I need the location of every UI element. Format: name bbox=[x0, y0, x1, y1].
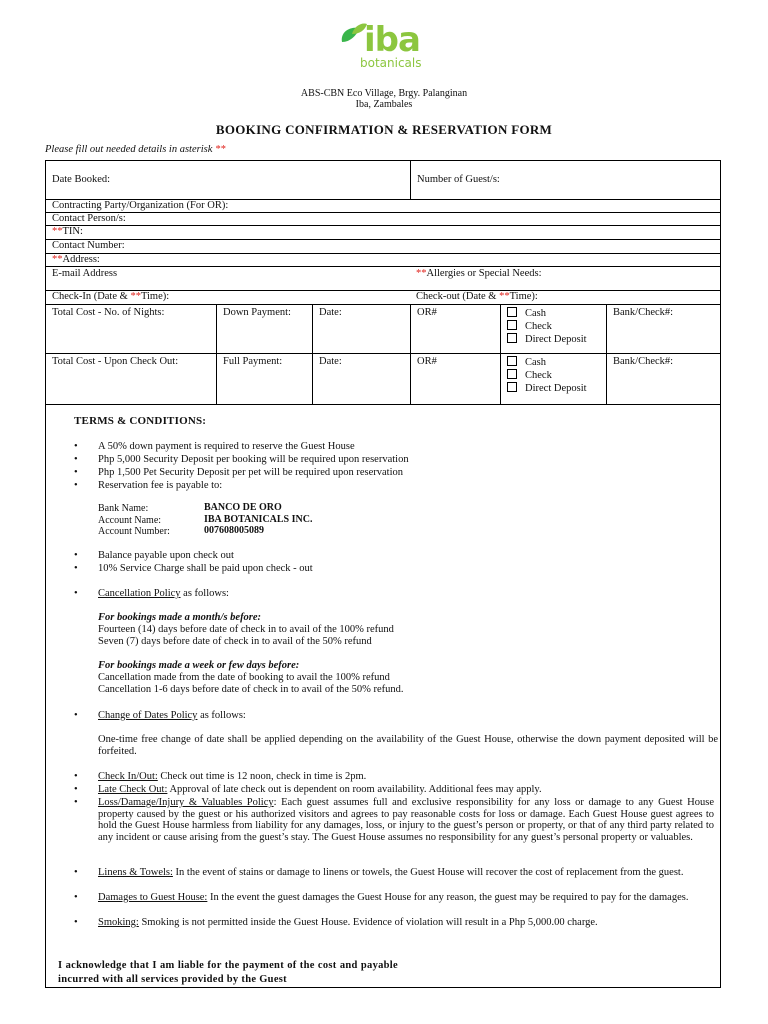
option-cash-label: Cash bbox=[525, 308, 546, 319]
option-check[interactable] bbox=[507, 369, 600, 382]
address-block bbox=[0, 88, 768, 110]
change-title: Change of Dates Policy bbox=[98, 710, 198, 721]
down-payment-or-field[interactable] bbox=[410, 305, 500, 353]
full-payment-or-field[interactable] bbox=[410, 354, 500, 404]
term-reservation-fee: • Reservation fee is payable to: bbox=[74, 480, 223, 491]
full-payment-label: Full Payment: bbox=[223, 356, 283, 367]
form-row-email-allergies bbox=[46, 267, 720, 291]
down-payment-field[interactable] bbox=[216, 305, 312, 353]
num-guests-label: Number of Guest/s: bbox=[417, 174, 500, 185]
bank-name-value: BANCO DE ORO bbox=[204, 502, 282, 513]
full-payment-date-label: Date: bbox=[319, 356, 342, 367]
option-check[interactable] bbox=[507, 320, 600, 333]
checkout-label-a: Check-out (Date & bbox=[416, 291, 497, 302]
cancellation-title: Cancellation Policy bbox=[98, 588, 181, 599]
form-row-checkin-checkout bbox=[46, 291, 720, 305]
form-row-date-guests bbox=[46, 161, 720, 200]
term-smoking: • Smoking: Smoking is not permitted inside the Guest House. Evidence of violation will result in a Php 5,000.00 charge. bbox=[74, 917, 598, 928]
terms-section bbox=[46, 405, 720, 987]
checkin-label-b: Time): bbox=[140, 291, 170, 302]
full-payment-field[interactable] bbox=[216, 354, 312, 404]
option-check-label: Check bbox=[525, 370, 552, 381]
checkin-label-a: Check-In (Date & bbox=[52, 291, 128, 302]
term-damages: • Damages to Guest House: In the event the guest damages the Guest House for any reason, the guest may be required to pay for the damages. bbox=[74, 892, 689, 903]
address-line-1: ABS-CBN Eco Village, Brgy. Palanginan bbox=[300, 88, 468, 99]
tin-label: TIN: bbox=[62, 226, 83, 237]
checkout-asterisk: ** bbox=[499, 291, 510, 302]
checkin-field[interactable] bbox=[46, 291, 410, 304]
term-change-dates: • Change of Dates Policy as follows: bbox=[74, 710, 246, 721]
down-payment-bank-label: Bank/Check#: bbox=[613, 307, 674, 318]
tin-asterisk: ** bbox=[52, 226, 63, 237]
checkout-field[interactable] bbox=[410, 291, 720, 304]
date-booked-field[interactable] bbox=[46, 161, 410, 199]
full-payment-or-label: OR# bbox=[417, 356, 437, 367]
payment-row-checkout bbox=[46, 354, 720, 405]
down-payment-bank-field[interactable] bbox=[606, 305, 720, 353]
contact-person-label: Contact Person/s: bbox=[52, 213, 126, 224]
contact-person-field[interactable] bbox=[46, 213, 720, 226]
iba-botanicals-logo bbox=[338, 20, 428, 72]
email-field[interactable] bbox=[46, 267, 410, 290]
contact-number-field[interactable] bbox=[46, 240, 720, 254]
term-pet-deposit: • Php 1,500 Pet Security Deposit per pet will be required upon reservation bbox=[74, 467, 404, 478]
down-payment-date-field[interactable] bbox=[312, 305, 410, 353]
checkbox-direct-deposit[interactable] bbox=[507, 333, 517, 343]
term-balance: • Balance payable upon check out bbox=[74, 550, 234, 561]
total-nights-label: Total Cost - No. of Nights: bbox=[52, 307, 165, 318]
checkbox-check[interactable] bbox=[507, 320, 517, 330]
down-payment-date-label: Date: bbox=[319, 307, 342, 318]
form-title: BOOKING CONFIRMATION & RESERVATION FORM bbox=[215, 122, 553, 137]
email-label: E-mail Address bbox=[52, 268, 118, 279]
terms-heading: TERMS & CONDITIONS: bbox=[74, 415, 207, 427]
term-security-deposit: • Php 5,000 Security Deposit per booking will be required upon reservation bbox=[74, 454, 409, 465]
checkout-label-b: Time): bbox=[509, 291, 538, 302]
tin-field[interactable] bbox=[46, 226, 720, 240]
option-direct-deposit-label: Direct Deposit bbox=[525, 383, 587, 394]
address-asterisk: ** bbox=[52, 254, 63, 265]
instruction-text bbox=[45, 144, 226, 155]
full-payment-method bbox=[500, 354, 606, 404]
full-payment-bank-field[interactable] bbox=[606, 354, 720, 404]
month-rule-2: Seven (7) days before date of check in to avail of the 50% refund bbox=[98, 636, 372, 647]
week-rule-2: Cancellation 1-6 days before date of check in to avail of the 50% refund. bbox=[98, 684, 404, 695]
total-checkout-label: Total Cost - Upon Check Out: bbox=[52, 356, 179, 367]
account-name-label: Account Name: bbox=[98, 515, 162, 526]
term-cancellation: • Cancellation Policy as follows: bbox=[74, 588, 229, 599]
term-down-payment: • A 50% down payment is required to reserve the Guest House bbox=[74, 441, 355, 452]
address-line-2: Iba, Zambales bbox=[355, 99, 413, 110]
logo-main-text: iba bbox=[364, 20, 420, 60]
date-booked-label: Date Booked: bbox=[52, 174, 111, 185]
instruction-label: Please fill out needed details in asterisk bbox=[45, 144, 213, 155]
full-payment-date-field[interactable] bbox=[312, 354, 410, 404]
payment-row-nights bbox=[46, 305, 720, 354]
contracting-label: Contracting Party/Organization (For OR): bbox=[52, 200, 229, 211]
term-check-in-out: • Check In/Out: Check out time is 12 noon, check in time is 2pm. bbox=[74, 771, 367, 782]
option-cash-label: Cash bbox=[525, 357, 546, 368]
down-payment-method bbox=[500, 305, 606, 353]
option-check-label: Check bbox=[525, 321, 552, 332]
num-guests-field[interactable] bbox=[410, 161, 720, 199]
bank-name-label: Bank Name: bbox=[98, 503, 149, 514]
term-linens: • Linens & Towels: In the event of stains or damage to linens or towels, the Guest House will recover the cost of replacement from the guest. bbox=[74, 867, 684, 878]
logo-sub-text: botanicals bbox=[360, 56, 422, 70]
term-late-checkout: • Late Check Out: Approval of late check out is dependent on room availability. Additional fees may apply. bbox=[74, 784, 542, 795]
allergies-label: Allergies or Special Needs: bbox=[426, 268, 542, 279]
asterisk-marker: ** bbox=[215, 144, 226, 155]
option-cash[interactable] bbox=[507, 307, 600, 320]
option-direct-deposit[interactable] bbox=[507, 382, 600, 395]
acknowledgement-text: I acknowledge that I am liable for the payment of the cost and payable incurred with all services provided by the Guest bbox=[58, 960, 398, 985]
full-payment-bank-label: Bank/Check#: bbox=[613, 356, 674, 367]
account-name-value: IBA BOTANICALS INC. bbox=[204, 514, 313, 525]
option-direct-deposit-label: Direct Deposit bbox=[525, 334, 587, 345]
checkbox-cash[interactable] bbox=[507, 356, 517, 366]
allergies-field[interactable] bbox=[410, 267, 720, 290]
booking-form bbox=[45, 160, 721, 988]
checkin-asterisk: ** bbox=[130, 291, 141, 302]
address-label: Address: bbox=[62, 254, 100, 265]
term-service-charge: • 10% Service Charge shall be paid upon check - out bbox=[74, 563, 313, 574]
checkbox-direct-deposit[interactable] bbox=[507, 382, 517, 392]
total-nights-field[interactable] bbox=[46, 305, 216, 353]
allergies-asterisk: ** bbox=[416, 268, 427, 279]
account-number-value: 007608005089 bbox=[204, 525, 264, 536]
account-number-label: Account Number: bbox=[98, 526, 170, 537]
down-payment-label: Down Payment: bbox=[223, 307, 291, 318]
checkbox-check[interactable] bbox=[507, 369, 517, 379]
checkbox-cash[interactable] bbox=[507, 307, 517, 317]
down-payment-or-label: OR# bbox=[417, 307, 437, 318]
option-direct-deposit[interactable] bbox=[507, 333, 600, 346]
total-checkout-field[interactable] bbox=[46, 354, 216, 404]
month-heading: For bookings made a month/s before: bbox=[98, 612, 262, 623]
week-heading: For bookings made a week or few days before: bbox=[98, 660, 300, 671]
contact-number-label: Contact Number: bbox=[52, 240, 125, 251]
address-field[interactable] bbox=[46, 254, 720, 267]
month-rule-1: Fourteen (14) days before date of check in to avail of the 100% refund bbox=[98, 624, 394, 635]
term-loss-damage: • Loss/Damage/Injury & Valuables Policy: Each guest assumes full and exclusive responsibility for any loss or damage to any Guest House property caused by the guest or his authorized visitors and agrees to pay reasonable costs for loss or damage. Each Guest House guest agrees to hold the Guest House harmless from liability for any damages, loss, or injury to the guest’s person or property, or that of any third party related to any incident or cause arising from the guest’s stay. The Guest House assumes no responsibility for any guest’s personal property or valuables. bbox=[74, 797, 714, 843]
change-text: One-time free change of date shall be applied depending on the availability of the Guest House, otherwise the down payment deposited will be forfeited. bbox=[98, 734, 718, 757]
contracting-field[interactable] bbox=[46, 200, 720, 213]
week-rule-1: Cancellation made from the date of booking to avail the 100% refund bbox=[98, 672, 390, 683]
option-cash[interactable] bbox=[507, 356, 600, 369]
